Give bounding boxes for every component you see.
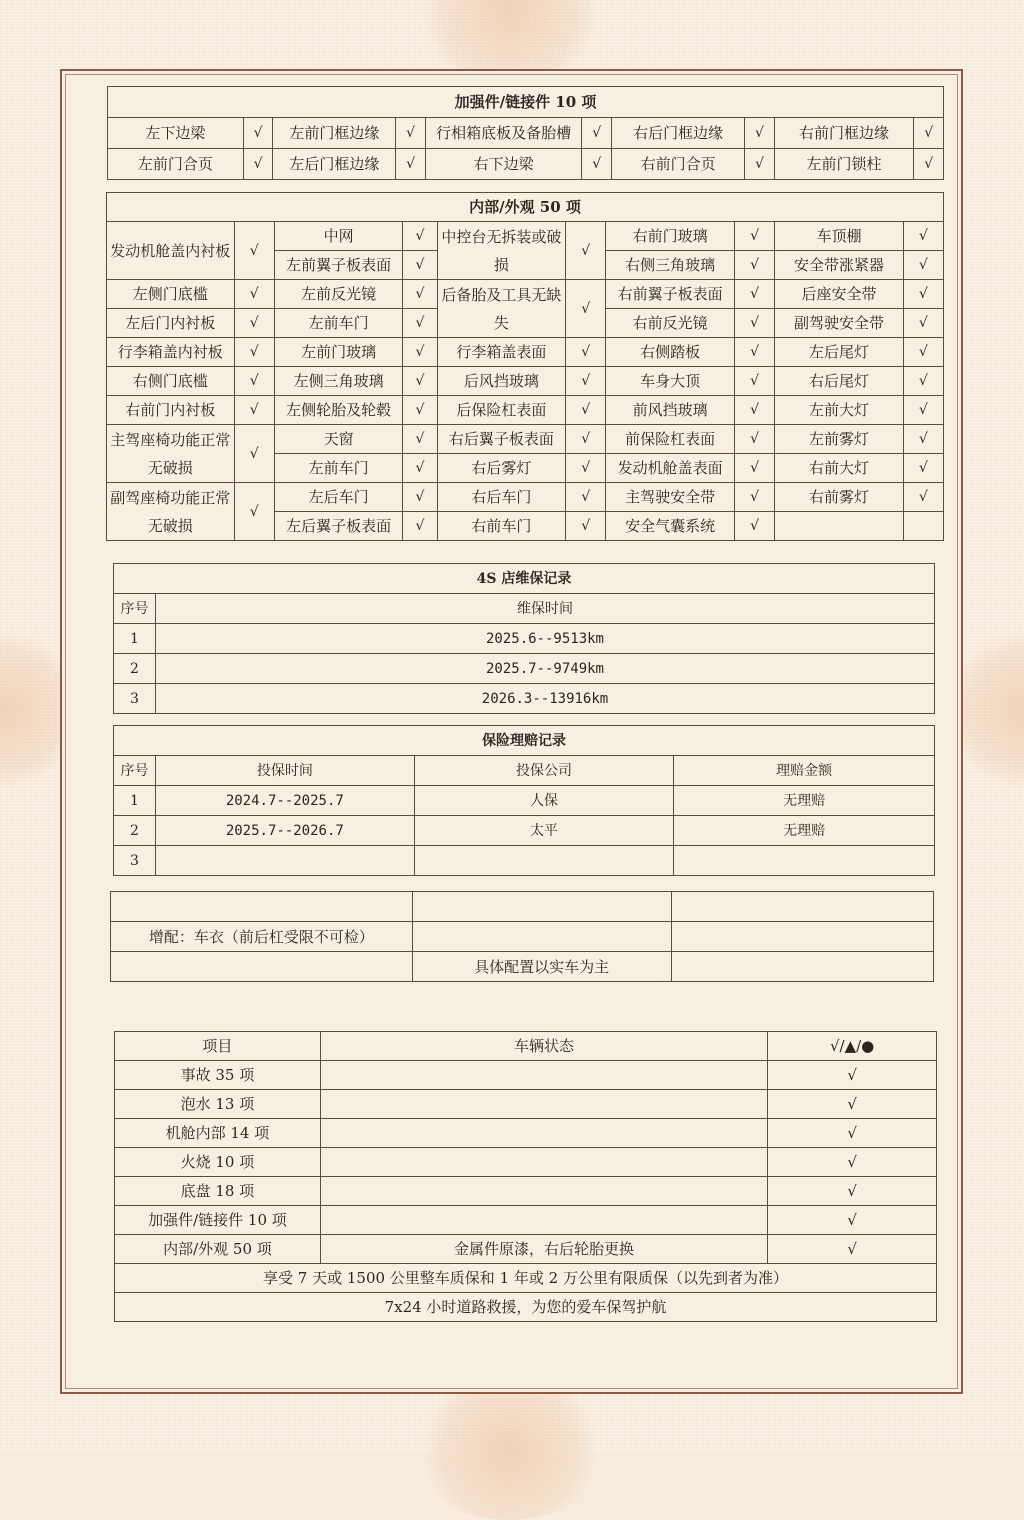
check-mark: √	[734, 222, 774, 251]
check-mark: √	[734, 338, 774, 367]
item-label: 车身大顶	[606, 367, 735, 396]
check-mark: √	[768, 1148, 937, 1177]
check-mark: √	[734, 309, 774, 338]
item-label: 右后尾灯	[775, 367, 904, 396]
check-mark: √	[903, 425, 943, 454]
item-label: 右下边梁	[425, 149, 582, 180]
check-mark: √	[734, 280, 774, 309]
table-row	[107, 425, 944, 454]
row-no: 3	[114, 684, 156, 714]
table-row	[107, 396, 944, 425]
insurance-period: 2025.7--2026.7	[155, 816, 414, 846]
check-mark: √	[566, 367, 606, 396]
row-no: 1	[114, 624, 156, 654]
status-item: 机舱内部 14 项	[115, 1119, 321, 1148]
item-label: 右前雾灯	[775, 483, 904, 512]
added-config-note: 增配：车衣（前后杠受限不可检）	[111, 922, 413, 952]
check-mark: √	[734, 396, 774, 425]
item-label: 后保险杠表面	[437, 396, 566, 425]
item-label: 左前翼子板表面	[274, 251, 403, 280]
table-row	[114, 654, 935, 684]
rosette-bottom	[410, 1380, 610, 1520]
check-mark: √	[234, 425, 274, 483]
maintenance-title: 4S 店维保记录	[114, 564, 935, 594]
col-header-company: 投保公司	[414, 756, 674, 786]
item-label: 前保险杠表面	[606, 425, 735, 454]
status-desc	[320, 1090, 767, 1119]
item-label: 主驾驶安全带	[606, 483, 735, 512]
check-mark: √	[903, 338, 943, 367]
check-mark: √	[566, 222, 606, 280]
warranty-note: 享受 7 天或 1500 公里整车质保和 1 年或 2 万公里有限质保（以先到者为准）	[115, 1264, 937, 1293]
item-label: 后座安全带	[775, 280, 904, 309]
check-mark: √	[403, 222, 437, 251]
table-row	[115, 1206, 937, 1235]
item-label: 左前门合页	[108, 149, 244, 180]
item-label: 右前门合页	[612, 149, 745, 180]
status-desc: 金属件原漆，右后轮胎更换	[320, 1235, 767, 1264]
table-row	[115, 1119, 937, 1148]
item-label: 左下边梁	[108, 118, 244, 149]
config-table	[110, 891, 934, 982]
row-no: 3	[114, 846, 156, 876]
item-label: 左前反光镜	[274, 280, 403, 309]
item-label: 左前门锁柱	[774, 149, 914, 180]
item-label: 左侧门底槛	[107, 280, 235, 309]
check-mark: √	[903, 396, 943, 425]
item-label: 右前大灯	[775, 454, 904, 483]
check-mark: √	[903, 309, 943, 338]
check-mark: √	[234, 222, 274, 280]
check-mark: √	[914, 149, 944, 180]
check-mark: √	[403, 396, 437, 425]
config-cell	[412, 922, 671, 952]
check-mark: √	[566, 425, 606, 454]
col-header-no: 序号	[114, 756, 156, 786]
item-label: 右前车门	[437, 512, 566, 541]
status-desc	[320, 1061, 767, 1090]
maintenance-time: 2026.3--13916km	[156, 684, 935, 714]
status-item: 底盘 18 项	[115, 1177, 321, 1206]
item-label: 后风挡玻璃	[437, 367, 566, 396]
item-label: 右前翼子板表面	[606, 280, 735, 309]
table-row	[115, 1177, 937, 1206]
insurance-period: 2024.7--2025.7	[155, 786, 414, 816]
item-label: 行李箱盖表面	[437, 338, 566, 367]
item-label: 发动机舱盖内衬板	[107, 222, 235, 280]
status-item: 事故 35 项	[115, 1061, 321, 1090]
check-mark: √	[768, 1206, 937, 1235]
check-mark: √	[566, 280, 606, 338]
check-mark: √	[734, 454, 774, 483]
check-mark: √	[566, 396, 606, 425]
check-mark: √	[582, 118, 612, 149]
claim-amount	[674, 846, 935, 876]
item-label: 后备胎及工具无缺失	[437, 280, 566, 338]
check-mark: √	[914, 118, 944, 149]
table-row	[108, 118, 944, 149]
item-label: 右前反光镜	[606, 309, 735, 338]
check-mark: √	[403, 454, 437, 483]
item-label: 左前雾灯	[775, 425, 904, 454]
check-mark: √	[234, 483, 274, 541]
check-mark: √	[768, 1090, 937, 1119]
col-header-status: 车辆状态	[320, 1032, 767, 1061]
check-mark: √	[903, 280, 943, 309]
item-label: 安全带涨紧器	[775, 251, 904, 280]
vehicle-status-table	[114, 1031, 937, 1322]
check-mark: √	[903, 251, 943, 280]
table-row	[114, 846, 935, 876]
insurance-company: 人保	[414, 786, 674, 816]
check-mark: √	[234, 367, 274, 396]
maintenance-table	[113, 563, 935, 714]
check-mark: √	[903, 454, 943, 483]
check-mark: √	[903, 222, 943, 251]
col-header-claim: 理赔金额	[674, 756, 935, 786]
table-row	[115, 1090, 937, 1119]
item-label: 前风挡玻璃	[606, 396, 735, 425]
check-mark: √	[734, 367, 774, 396]
check-mark: √	[734, 512, 774, 541]
table-row	[108, 149, 944, 180]
check-mark: √	[396, 149, 426, 180]
check-mark: √	[768, 1119, 937, 1148]
item-label: 左前车门	[274, 454, 403, 483]
insurance-title: 保险理赔记录	[114, 726, 935, 756]
table-row	[111, 892, 934, 922]
check-mark: √	[903, 483, 943, 512]
item-label: 中控台无拆装或破损	[437, 222, 566, 280]
insurance-table	[113, 725, 935, 876]
table-row	[111, 922, 934, 952]
table-row	[115, 1148, 937, 1177]
item-label: 左前车门	[274, 309, 403, 338]
item-label: 左后尾灯	[775, 338, 904, 367]
check-mark: √	[403, 338, 437, 367]
reinforcement-table	[107, 86, 944, 180]
item-label: 左前门玻璃	[274, 338, 403, 367]
item-label: 右后门框边缘	[612, 118, 745, 149]
check-mark: √	[243, 149, 273, 180]
item-label: 副驾驶安全带	[775, 309, 904, 338]
check-mark: √	[734, 251, 774, 280]
item-label: 右后雾灯	[437, 454, 566, 483]
check-mark: √	[403, 309, 437, 338]
status-item: 加强件/链接件 10 项	[115, 1206, 321, 1235]
config-cell	[671, 922, 933, 952]
config-cell	[671, 952, 933, 982]
table-row	[107, 222, 944, 251]
status-item: 泡水 13 项	[115, 1090, 321, 1119]
check-mark: √	[768, 1061, 937, 1090]
config-cell	[671, 892, 933, 922]
check-mark: √	[768, 1177, 937, 1206]
table-row	[114, 816, 935, 846]
config-subject-note: 具体配置以实车为主	[412, 952, 671, 982]
item-label	[775, 512, 904, 541]
item-label: 右后车门	[437, 483, 566, 512]
check-mark: √	[566, 454, 606, 483]
status-desc	[320, 1177, 767, 1206]
table-row	[107, 280, 944, 309]
item-label: 左前门框边缘	[273, 118, 396, 149]
check-mark: √	[403, 367, 437, 396]
check-mark: √	[582, 149, 612, 180]
status-item: 火烧 10 项	[115, 1148, 321, 1177]
item-label: 天窗	[274, 425, 403, 454]
interior-exterior-table	[106, 192, 944, 541]
table-row	[107, 483, 944, 512]
claim-amount: 无理赔	[674, 786, 935, 816]
insurance-company: 太平	[414, 816, 674, 846]
check-mark: √	[768, 1235, 937, 1264]
config-cell	[111, 952, 413, 982]
item-label: 左后门内衬板	[107, 309, 235, 338]
row-no: 2	[114, 654, 156, 684]
table-row	[115, 1235, 937, 1264]
check-mark: √	[234, 338, 274, 367]
col-header-time: 维保时间	[156, 594, 935, 624]
item-label: 右后翼子板表面	[437, 425, 566, 454]
check-mark: √	[745, 149, 775, 180]
check-mark: √	[234, 280, 274, 309]
check-mark: √	[734, 483, 774, 512]
item-label: 右侧门底槛	[107, 367, 235, 396]
col-header-item: 项目	[115, 1032, 321, 1061]
item-label: 右前门框边缘	[774, 118, 914, 149]
check-mark: √	[566, 483, 606, 512]
item-label: 左侧轮胎及轮毂	[274, 396, 403, 425]
item-label: 左后门框边缘	[273, 149, 396, 180]
maintenance-time: 2025.7--9749km	[156, 654, 935, 684]
col-header-no: 序号	[114, 594, 156, 624]
item-label: 发动机舱盖表面	[606, 454, 735, 483]
check-mark: √	[396, 118, 426, 149]
check-mark: √	[566, 512, 606, 541]
item-label: 左后车门	[274, 483, 403, 512]
status-item: 内部/外观 50 项	[115, 1235, 321, 1264]
item-label: 左前大灯	[775, 396, 904, 425]
config-cell	[412, 892, 671, 922]
check-mark: √	[403, 425, 437, 454]
status-desc	[320, 1119, 767, 1148]
item-label: 副驾座椅功能正常无破损	[107, 483, 235, 541]
item-label: 车顶棚	[775, 222, 904, 251]
config-cell	[111, 892, 413, 922]
check-mark: √	[734, 425, 774, 454]
check-mark: √	[566, 338, 606, 367]
check-mark: √	[243, 118, 273, 149]
check-mark: √	[403, 251, 437, 280]
status-desc	[320, 1148, 767, 1177]
table-row	[115, 1061, 937, 1090]
item-label: 主驾座椅功能正常无破损	[107, 425, 235, 483]
item-label: 中网	[274, 222, 403, 251]
table-row	[107, 338, 944, 367]
claim-amount: 无理赔	[674, 816, 935, 846]
col-header-marks: √/▲/●	[768, 1032, 937, 1061]
maintenance-time: 2025.6--9513km	[156, 624, 935, 654]
table-row	[114, 684, 935, 714]
col-header-period: 投保时间	[155, 756, 414, 786]
roadside-rescue-note: 7x24 小时道路救援，为您的爱车保驾护航	[115, 1293, 937, 1322]
item-label: 安全气囊系统	[606, 512, 735, 541]
item-label: 左后翼子板表面	[274, 512, 403, 541]
status-desc	[320, 1206, 767, 1235]
check-mark	[903, 512, 943, 541]
table-row	[114, 786, 935, 816]
check-mark: √	[403, 512, 437, 541]
item-label: 右前门内衬板	[107, 396, 235, 425]
item-label: 右侧踏板	[606, 338, 735, 367]
table-row	[114, 624, 935, 654]
check-mark: √	[234, 309, 274, 338]
reinforcement-title: 加强件/链接件 10 项	[108, 87, 944, 118]
item-label: 行李箱盖内衬板	[107, 338, 235, 367]
check-mark: √	[403, 280, 437, 309]
check-mark: √	[903, 367, 943, 396]
item-label: 右前门玻璃	[606, 222, 735, 251]
row-no: 1	[114, 786, 156, 816]
check-mark: √	[403, 483, 437, 512]
row-no: 2	[114, 816, 156, 846]
check-mark: √	[234, 396, 274, 425]
table-row	[107, 367, 944, 396]
table-row	[111, 952, 934, 982]
item-label: 左侧三角玻璃	[274, 367, 403, 396]
insurance-company	[414, 846, 674, 876]
check-mark: √	[745, 118, 775, 149]
interior-title: 内部/外观 50 项	[107, 193, 944, 222]
item-label: 行相箱底板及备胎槽	[425, 118, 582, 149]
item-label: 右侧三角玻璃	[606, 251, 735, 280]
insurance-period	[155, 846, 414, 876]
